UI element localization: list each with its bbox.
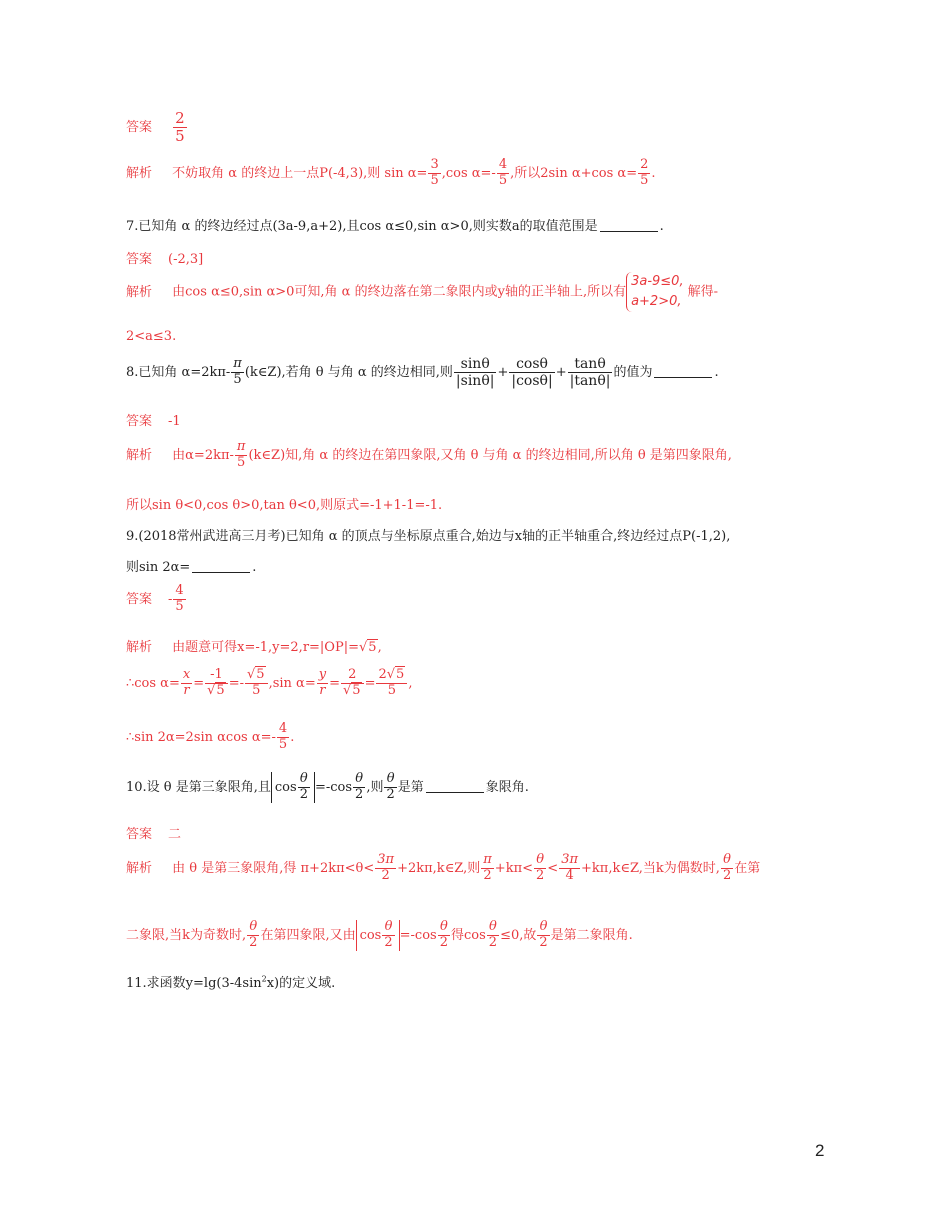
q8-analysis-line: 解析 由α=2kπ- $\frac{\pi}{5}$ (k∈Z)知,角 α 的终边在第四象限,又角 θ 与角 α 的终边相同,所以角 θ 是第四象限角, [126, 439, 732, 470]
fraction: $\frac{\tan\theta}{|\tan\theta|}$ [569, 356, 611, 390]
analysis-label: 解析 [126, 284, 153, 300]
fraction: $\frac{4}{5}$ [278, 721, 288, 752]
q7-stem: 7.已知角 α 的终边经过点(3a-9,a+2),且cos α≤0,sin α>0,则实数a的取值范围是 . [126, 219, 664, 234]
fraction: $\frac{4}{5}$ [498, 157, 508, 188]
answer-label: 答案 [126, 252, 153, 267]
q10-answer-line: 答案 二 [126, 827, 182, 842]
q9-analysis-line: 解析 由题意可得x=-1,y=2,r=|OP|=√5, [126, 640, 382, 655]
fraction: $\frac{\pi}{2}$ [483, 852, 492, 883]
answer-label: 答案 [126, 827, 153, 842]
fraction: $\frac{2√5}{5}$ [376, 668, 407, 699]
fraction: $\frac{\sin\theta}{|\sin\theta|}$ [455, 356, 495, 390]
answer-fraction: $\frac{2}{5}$ [175, 109, 185, 146]
q10-analysis-cont: 二象限,当k为奇数时, $\frac{\theta}{2}$ 在第四象限,又由 cos $\frac{\theta}{2}$ =-cos $\frac{\theta}{2}$ 得cos $\frac{\theta}{2}$ ≤0,故 $\frac{\theta}{2}$ 是第二象限角. [126, 919, 633, 950]
answer-blank [192, 572, 250, 573]
q9-sin2a-line: ∴sin 2α=2sin αcos α=- $\frac{4}{5}$ . [126, 721, 295, 752]
answer-blank [654, 377, 712, 378]
fraction: $\frac{\theta}{2}$ [439, 919, 448, 950]
fraction: $\frac{\theta}{2}$ [249, 919, 258, 950]
q11-stem: 11.求函数$y=\lg(3-4\sin^2x)$的定义域. [126, 974, 336, 991]
q10-stem: 10.设 θ 是第三象限角,且 cos $\frac{\theta}{2}$ =-cos $\frac{\theta}{2}$ ,则 $\frac{\theta}{2}$ 是第 象限角. [126, 771, 529, 802]
sqrt: √5 [342, 682, 361, 698]
sqrt: √5 [386, 667, 405, 682]
absolute-value: cos $\frac{\theta}{2}$ [271, 772, 315, 803]
analysis-label: 解析 [126, 447, 153, 463]
fraction: $\frac{\pi}{5}$ [236, 439, 246, 470]
q7-analysis-cont: 2<a≤3. [126, 329, 177, 344]
answer-fraction: $\frac{4}{5}$ [175, 583, 184, 614]
answer-label: 答案 [126, 120, 153, 136]
fraction: $\frac{\theta}{2}$ [722, 852, 732, 883]
fraction: $\frac{-1}{√5}$ [205, 668, 228, 699]
q8-stem: 8.已知角 α=2kπ- $\frac{\pi}{5}$ (k∈Z),若角 θ 与角 α 的终边相同,则 $\frac{\sin\theta}{|\sin\theta|}$ + $\frac{\cos\theta}{|\cos\theta|}$ + $\frac{\tan\theta}{|\tan\theta|}$ 的值为 . [126, 356, 719, 390]
q9-stem: 9.(2018常州武进高三月考)已知角 α 的顶点与坐标原点重合,始边与x轴的正半轴重合,终边经过点P(-1,2), [126, 529, 731, 544]
sqrt: √5 [207, 682, 225, 698]
fraction: $\frac{\theta}{2}$ [355, 771, 364, 802]
fraction: $\frac{\cos\theta}{|\cos\theta|}$ [511, 356, 553, 390]
fraction: $\frac{3\pi}{4}$ [561, 852, 579, 883]
fraction: $\frac{2}{5}$ [640, 157, 649, 188]
q9-cos-line: ∴cos α= $\frac{x}{r}$ = $\frac{-1}{√5}$ =- $\frac{√5}{5}$ ,sin α= $\frac{y}{r}$ = $\frac{2}{√5}$ = $\frac{2√5}{5}$ , [126, 667, 413, 698]
fraction: $\frac{\theta}{2}$ [384, 919, 393, 950]
q7-analysis-line: 解析 由cos α≤0,sin α>0可知,角 α 的终边落在第二象限内或y轴的正半轴上,所以有 3a-9≤0, a+2>0, 解得- [126, 272, 718, 312]
q10-analysis-line: 解析 由 θ 是第三象限角,得 π+2kπ<θ< $\frac{3\pi}{2}$ +2kπ,k∈Z,则 $\frac{\pi}{2}$ +kπ< $\frac{\theta}{2}$ < $\frac{3\pi}{4}$ +kπ,k∈Z,当k为偶数时, $\frac{\theta}{2}$ 在第 [126, 852, 761, 883]
q7-answer-line: 答案 (-2,3] [126, 252, 204, 267]
absolute-value: cos $\frac{\theta}{2}$ [356, 920, 400, 951]
fraction: $\frac{\theta}{2}$ [488, 919, 498, 950]
q6-analysis-line: 解析 不妨取角 α 的终边上一点P(-4,3),则 sin α= $\frac{3}{5}$ ,cos α=- $\frac{4}{5}$ ,所以2sin α+cos α= $\frac{2}{5}$ . [126, 157, 656, 188]
q6-answer-line [126, 110, 188, 146]
fraction: $\frac{y}{r}$ [318, 667, 327, 698]
page-number: 2 [815, 1141, 825, 1160]
analysis-label: 解析 [126, 640, 153, 655]
inequality-system: 3a-9≤0, a+2>0, [626, 272, 688, 312]
fraction: $\frac{\theta}{2}$ [299, 771, 308, 802]
sqrt: √5 [246, 667, 265, 682]
q9-answer-line: 答案 - $\frac{4}{5}$ [126, 583, 184, 614]
analysis-label: 解析 [126, 165, 153, 181]
sqrt: √5 [358, 640, 377, 655]
fraction: $\frac{x}{r}$ [182, 667, 191, 698]
fraction: $\frac{3}{5}$ [430, 157, 439, 188]
answer-blank [426, 792, 484, 793]
q9-stem-cont: 则sin 2α= . [126, 560, 257, 575]
answer-blank [600, 231, 658, 232]
fraction: $\frac{\pi}{5}$ [233, 356, 242, 388]
fraction: $\frac{\theta}{2}$ [386, 771, 395, 802]
fraction: $\frac{\theta}{2}$ [536, 852, 545, 883]
answer-label: 答案 [126, 414, 153, 429]
answer-label: 答案 [126, 591, 153, 607]
fraction: $\frac{\theta}{2}$ [539, 919, 548, 950]
analysis-label: 解析 [126, 860, 153, 876]
q8-analysis-cont: 所以sin θ<0,cos θ>0,tan θ<0,则原式=-1+1-1=-1. [126, 498, 443, 513]
fraction: $\frac{3\pi}{2}$ [377, 852, 395, 883]
q8-answer-line: 答案 -1 [126, 414, 181, 429]
fraction: $\frac{2}{√5}$ [341, 668, 364, 699]
fraction: $\frac{√5}{5}$ [245, 668, 268, 699]
